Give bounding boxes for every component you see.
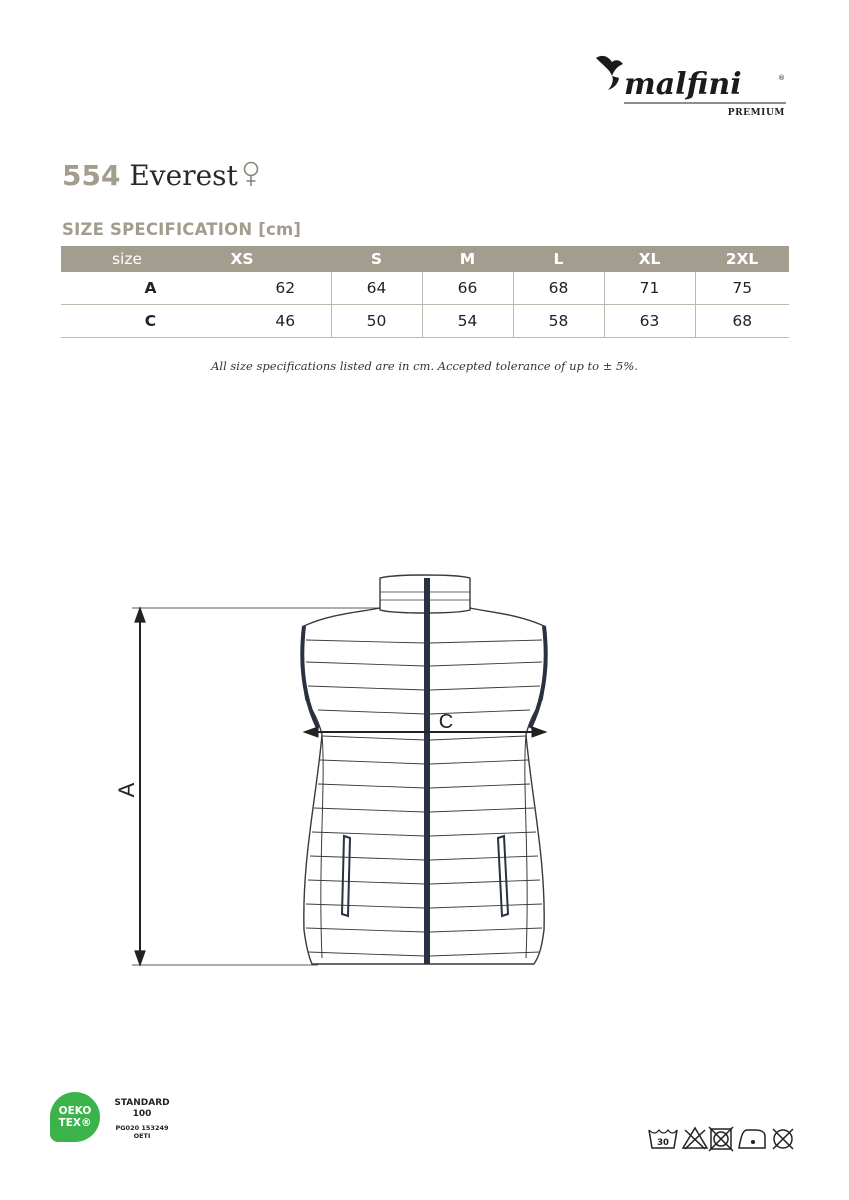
- right-pocket: [498, 836, 508, 916]
- no-dry-clean-icon: [773, 1129, 793, 1149]
- product-code: 554: [62, 159, 121, 192]
- oeko-tex-badge: [50, 1092, 100, 1142]
- standard-line1: STANDARD: [114, 1098, 170, 1108]
- cert-number: PG020 153249: [115, 1124, 169, 1132]
- table-cell: 68: [695, 305, 789, 338]
- brand-tagline: PREMIUM: [727, 108, 785, 118]
- oeko-badge-line1: OEKO: [58, 1105, 92, 1117]
- size-header-cell: XS: [193, 246, 331, 272]
- no-tumble-dry-icon: [709, 1127, 733, 1151]
- product-name: Everest: [129, 159, 238, 192]
- table-cell: 75: [695, 272, 789, 305]
- registered-mark: ®: [778, 74, 785, 82]
- size-header-cell: L: [513, 246, 604, 272]
- oeko-tex-label: [50, 1092, 190, 1152]
- size-header-cell: S: [331, 246, 422, 272]
- table-cell: 46: [240, 305, 331, 338]
- care-symbols: [647, 1124, 799, 1152]
- measure-a-label: A: [114, 782, 139, 798]
- table-cell: 54: [422, 305, 513, 338]
- size-header-cell: M: [422, 246, 513, 272]
- brand-wordmark: malfini: [624, 67, 742, 102]
- row-label: C: [61, 305, 240, 338]
- oeko-standard: [110, 1098, 174, 1120]
- table-cell: 68: [513, 272, 604, 305]
- cert-institute: OETI: [133, 1132, 151, 1140]
- measure-c-label: C: [438, 711, 454, 733]
- table-cell: 62: [240, 272, 331, 305]
- wash-temp-label: 30: [657, 1138, 669, 1148]
- zipper: [424, 578, 430, 964]
- row-label: A: [61, 272, 240, 305]
- iron-low-icon: [739, 1130, 765, 1148]
- table-cell: 66: [422, 272, 513, 305]
- size-header-label: size: [61, 246, 193, 272]
- table-cell: 63: [604, 305, 695, 338]
- size-spec-heading: SIZE SPECIFICATION [cm]: [62, 220, 302, 239]
- tolerance-note: All size specifications listed are in cm. Accepted tolerance of up to ± 5%.: [211, 359, 638, 373]
- oeko-badge-line2: TEX®: [58, 1117, 92, 1129]
- no-bleach-icon: [683, 1128, 707, 1149]
- table-cell: 50: [331, 305, 422, 338]
- size-header-cell: 2XL: [695, 246, 789, 272]
- size-header-cell: XL: [604, 246, 695, 272]
- table-cell: 58: [513, 305, 604, 338]
- standard-line2: 100: [132, 1109, 152, 1119]
- table-cell: 71: [604, 272, 695, 305]
- table-cell: 64: [331, 272, 422, 305]
- oeko-cert-info: [110, 1124, 174, 1140]
- left-pocket: [342, 836, 350, 916]
